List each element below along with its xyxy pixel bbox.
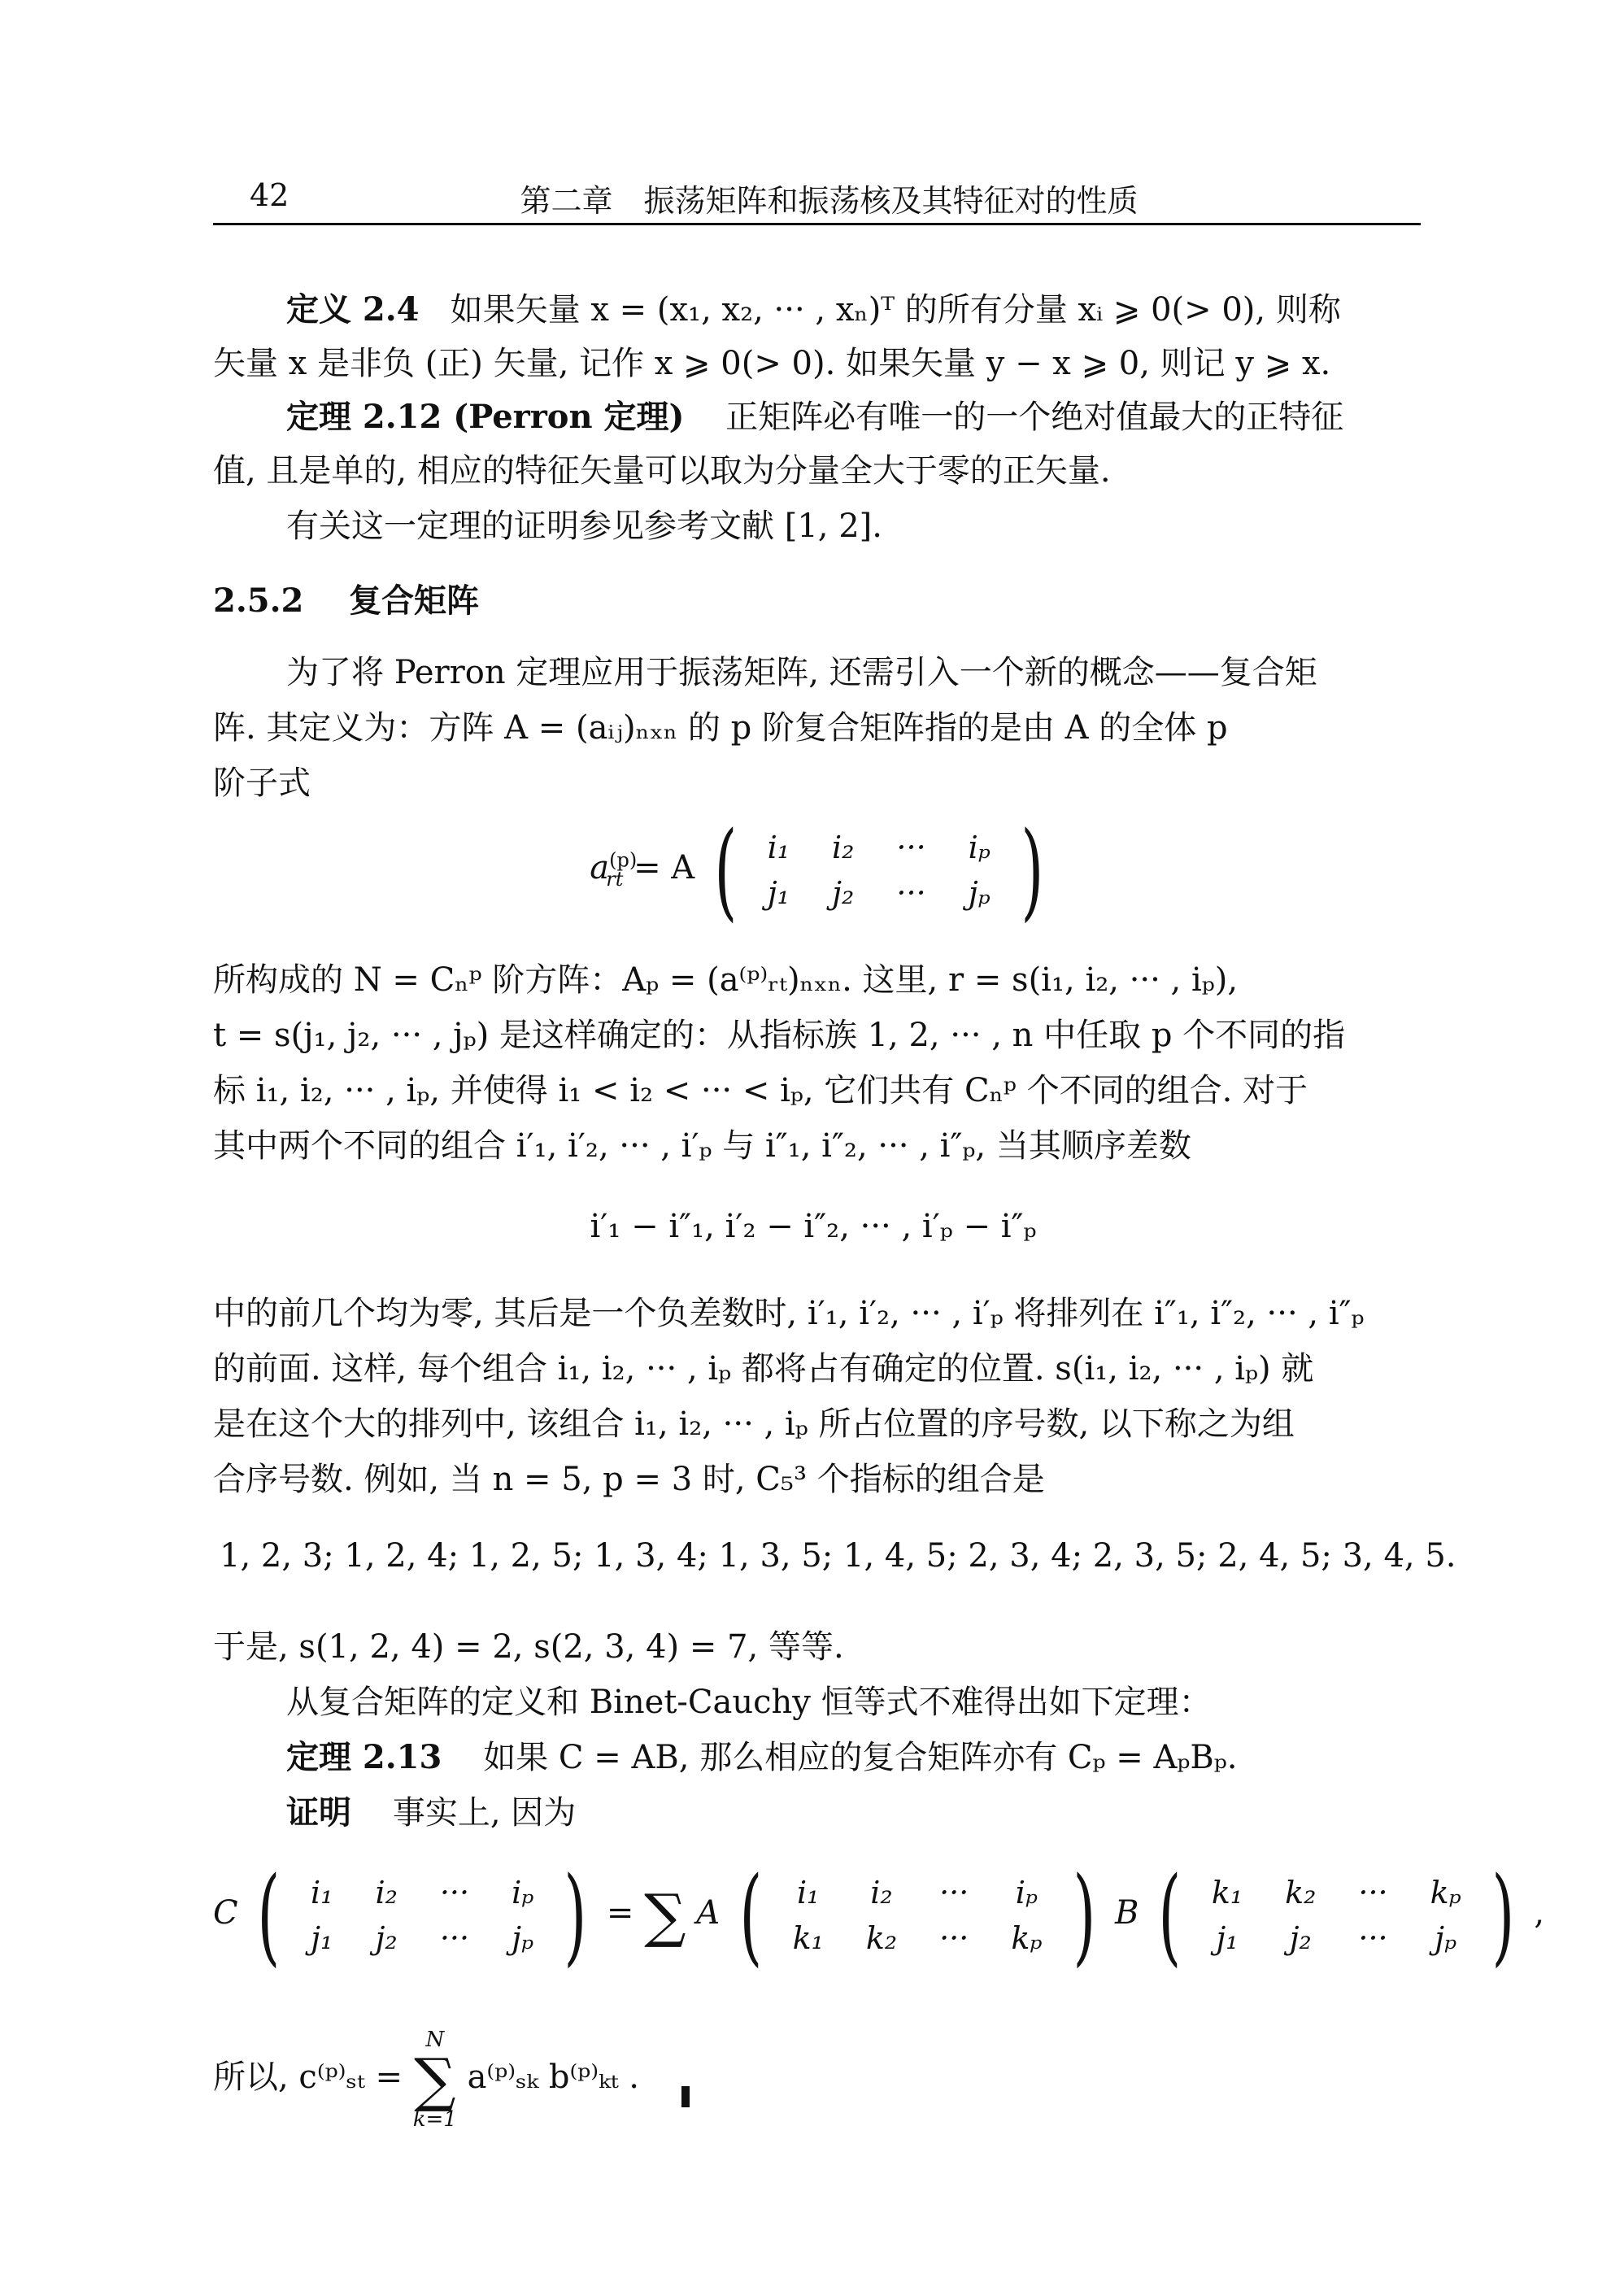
matrix-cell: j₁ <box>1216 1920 1239 1956</box>
matrix-cell: iₚ <box>512 1875 534 1910</box>
matrix-row <box>772 1915 1064 1961</box>
order-line-1: 中的前几个均为零, 其后是一个负差数时, i′₁, i′₂, ··· , i′ₚ 将排列在 i″₁, i″₂, ··· , i″ₚ <box>213 1295 1365 1332</box>
matrix-cell: j₂ <box>375 1920 398 1956</box>
eq1-matrix <box>705 808 1053 932</box>
matrix-cell: k₁ <box>1211 1875 1243 1910</box>
order-line-2: 的前面. 这样, 每个组合 i₁, i₂, ··· , iₚ 都将占有确定的位置. s(i₁, i₂, ··· , iₚ) 就 <box>213 1350 1314 1388</box>
eq1-sup: (p) <box>609 848 638 872</box>
conclusion-sum <box>413 2029 457 2130</box>
matrix-cell: k₂ <box>1285 1875 1317 1910</box>
matrix-cell: ··· <box>939 1920 969 1956</box>
matrix-row <box>290 1870 555 1915</box>
eq1-sub: rt <box>606 868 624 891</box>
definition-label: 定义 2.4 <box>286 290 420 329</box>
section-number: 2.5.2 <box>213 582 304 620</box>
eq1-bottom-row <box>747 870 1012 916</box>
eq3-equals: = <box>606 1894 634 1932</box>
proof-text: 事实上, 因为 <box>392 1794 577 1832</box>
eq3-matrix-c <box>248 1854 596 1977</box>
eq1-lhs: a <box>590 849 610 887</box>
intro-line-3: 阶子式 <box>213 765 311 802</box>
definition-line-2: 矢量 x 是非负 (正) 矢量, 记作 x ⩾ 0(> 0). 如果矢量 y − x ⩾ 0, 则记 y ⩾ x. <box>213 345 1331 382</box>
running-header <box>213 169 1421 226</box>
eq3-matrix-b <box>1149 1854 1523 1977</box>
matrix-cell: iₚ <box>1015 1875 1038 1910</box>
eq3-matrix-a <box>730 1854 1104 1977</box>
eq1-equals: = A <box>633 849 695 887</box>
theorem-2-12-label: 定理 2.12 (Perron 定理) <box>286 398 685 436</box>
matrix-cell: j₁ <box>311 1920 333 1956</box>
theorem-2-13 <box>213 1731 1421 1784</box>
right-paren: ) <box>1072 1854 1095 1977</box>
sum-lower-limit: k=1 <box>412 2107 457 2132</box>
matrix-cell: ··· <box>1358 1875 1388 1910</box>
so-line: 于是, s(1, 2, 4) = 2, s(2, 3, 4) = 7, 等等. <box>213 1628 844 1666</box>
eq1-cell: iₚ <box>968 830 991 865</box>
matrix-cell: ··· <box>439 1920 470 1956</box>
combination-list: 1, 2, 3; 1, 2, 4; 1, 2, 5; 1, 3, 4; 1, 3, 5; 1, 4, 5; 2, 3, 4; 2, 3, 5; 2, 4, 5; 3, 4, 5. <box>220 1537 1456 1575</box>
qed-mark <box>681 2086 690 2107</box>
conclusion <box>213 2029 1421 2130</box>
matrix-cell: kₚ <box>1430 1875 1461 1910</box>
eq3-b: B <box>1115 1894 1139 1932</box>
matrix-cell: i₁ <box>311 1875 333 1910</box>
running-title: 第二章 振荡矩阵和振荡核及其特征对的性质 <box>520 183 1139 219</box>
eq1-cell: i₁ <box>767 830 790 865</box>
conclusion-prefix: 所以, c⁽ᵖ⁾ₛₜ = <box>213 2059 403 2096</box>
right-paren: ) <box>1491 1854 1515 1977</box>
sum-upper-limit: N <box>425 2028 445 2052</box>
matrix-cell: k₂ <box>865 1920 898 1956</box>
matrix-cell: kₚ <box>1011 1920 1043 1956</box>
right-paren: ) <box>1021 808 1044 932</box>
equation-minor <box>569 808 1073 932</box>
right-paren: ) <box>564 1854 587 1977</box>
eq1-cell: ··· <box>896 830 926 865</box>
order-line-4: 合序号数. 例如, 当 n = 5, p = 3 时, C₅³ 个指标的组合是 <box>213 1461 1045 1498</box>
theorem-2-12-line-2: 值, 且是单的, 相应的特征矢量可以取为分量全大于零的正矢量. <box>213 452 1111 490</box>
eq1-top-row <box>747 825 1012 870</box>
intro-line-2: 阵. 其定义为：方阵 A = (aᵢⱼ)ₙₓₙ 的 p 阶复合矩阵指的是由 A 的全体 p <box>213 709 1228 747</box>
theorem-2-12-line-1: 正矩阵必有唯一的一个绝对值最大的正特征 <box>725 399 1344 436</box>
matrix-cell: k₁ <box>792 1920 824 1956</box>
eq1-cell: jₚ <box>968 875 991 911</box>
matrix-cell: j₂ <box>1289 1920 1312 1956</box>
composite-line-3: 标 i₁, i₂, ··· , iₚ, 并使得 i₁ < i₂ < ··· < iₚ, 它们共有 Cₙᵖ 个不同的组合. 对于 <box>213 1072 1308 1109</box>
matrix-cell: jₚ <box>512 1920 534 1956</box>
proof <box>213 1786 1421 1840</box>
eq1-cell: ··· <box>896 875 926 911</box>
matrix-row <box>1191 1915 1482 1961</box>
proof-reference: 有关这一定理的证明参见参考文献 [1, 2]. <box>286 508 882 545</box>
eq1-cell: i₂ <box>832 830 855 865</box>
matrix-row <box>772 1870 1064 1915</box>
intro-line-1: 为了将 Perron 定理应用于振荡矩阵, 还需引入一个新的概念——复合矩 <box>286 654 1317 691</box>
matrix-cell: i₂ <box>870 1875 893 1910</box>
proof-label: 证明 <box>286 1793 351 1832</box>
equation-binet-cauchy <box>213 1854 1545 1977</box>
matrix-row <box>290 1915 555 1961</box>
theorem-2-13-label: 定理 2.13 <box>286 1738 442 1776</box>
sum-symbol: ∑ <box>644 1881 686 1950</box>
order-line-3: 是在这个大的排列中, 该组合 i₁, i₂, ··· , iₚ 所占位置的序号数, 以下称之为组 <box>213 1405 1295 1443</box>
left-paren: ( <box>1158 1854 1182 1977</box>
left-paren: ( <box>257 1854 281 1977</box>
definition-line-1: 如果矢量 x = (x₁, x₂, ··· , xₙ)ᵀ 的所有分量 xᵢ ⩾ 0(> 0), 则称 <box>450 291 1341 329</box>
matrix-row <box>1191 1870 1482 1915</box>
left-paren: ( <box>739 1854 763 1977</box>
eq3-trailing-comma: , <box>1534 1894 1545 1932</box>
matrix-cell: ··· <box>1358 1920 1388 1956</box>
binet-cauchy-line: 从复合矩阵的定义和 Binet-Cauchy 恒等式不难得出如下定理： <box>286 1684 1212 1721</box>
eq1-cell: j₁ <box>767 875 790 911</box>
left-paren: ( <box>714 808 738 932</box>
eq1-cell: j₂ <box>832 875 855 911</box>
page-number: 42 <box>250 177 290 213</box>
eq3-a: A <box>696 1894 721 1932</box>
matrix-cell: i₂ <box>375 1875 398 1910</box>
sum-symbol: ∑ <box>414 2045 456 2114</box>
section-title: 复合矩阵 <box>349 582 480 620</box>
composite-line-2: t = s(j₁, j₂, ··· , jₚ) 是这样确定的：从指标族 1, 2, ··· , n 中任取 p 个不同的指 <box>213 1017 1346 1054</box>
matrix-cell: ··· <box>939 1875 969 1910</box>
matrix-cell: ··· <box>439 1875 470 1910</box>
theorem-2-13-text: 如果 C = AB, 那么相应的复合矩阵亦有 Cₚ = AₚBₚ. <box>483 1739 1238 1776</box>
composite-line-1: 所构成的 N = Cₙᵖ 阶方阵：Aₚ = (a⁽ᵖ⁾ᵣₜ)ₙₓₙ. 这里, r = s(i₁, i₂, ··· , iₚ), <box>213 961 1239 999</box>
definition-2-4 <box>213 283 1421 337</box>
eq3-c: C <box>213 1894 238 1932</box>
section-heading <box>213 574 479 628</box>
conclusion-term: a⁽ᵖ⁾ₛₖ b⁽ᵖ⁾ₖₜ . <box>467 2059 639 2096</box>
matrix-cell: jₚ <box>1435 1920 1457 1956</box>
equation-differences: i′₁ − i″₁, i′₂ − i″₂, ··· , i′ₚ − i″ₚ <box>590 1208 1037 1245</box>
theorem-2-12 <box>213 390 1421 444</box>
matrix-cell: i₁ <box>797 1875 820 1910</box>
header-rule <box>213 223 1421 225</box>
composite-line-4: 其中两个不同的组合 i′₁, i′₂, ··· , i′ₚ 与 i″₁, i″₂, ··· , i″ₚ, 当其顺序差数 <box>213 1127 1191 1165</box>
